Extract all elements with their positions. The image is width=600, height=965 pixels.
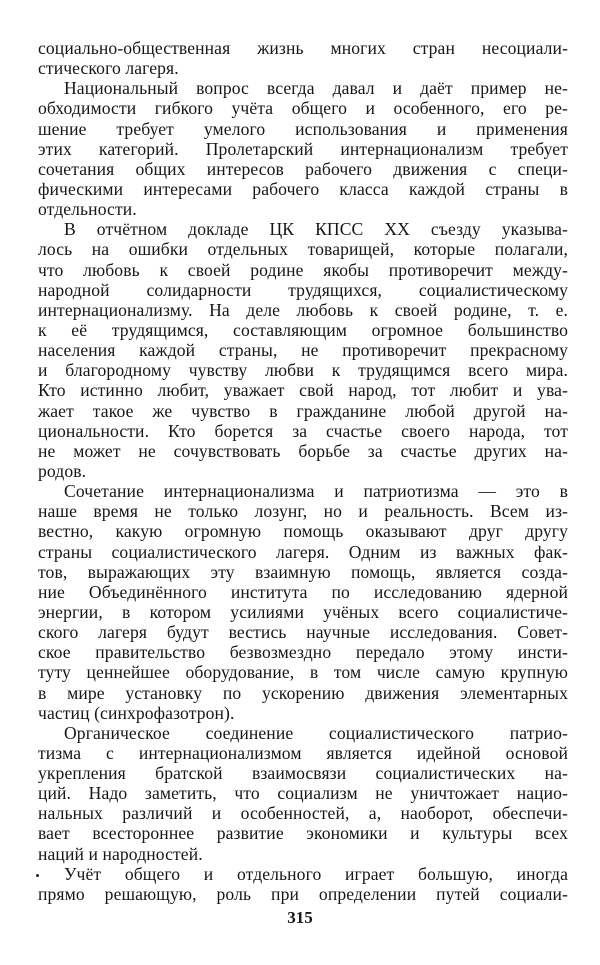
text-line: стического лагеря. [38, 58, 179, 79]
paragraph [38, 38, 568, 78]
text-line: укрепления братской взаимосвязи социалистических на- [38, 763, 568, 784]
text-line: циональности. Кто борется за счастье своего народа, тот [38, 420, 568, 441]
paragraph [38, 219, 568, 481]
paragraph [38, 864, 568, 904]
paragraph [38, 481, 568, 723]
text-line: отдельности. [38, 199, 137, 220]
page-body [38, 38, 568, 904]
text-line: туту ценнейшее оборудование, в том числе самую крупную [38, 662, 568, 683]
text-line: Сочетание интернационализма и патриотизма — это в [64, 481, 568, 502]
text-line: Кто истинно любит, уважает свой народ, тот любит и ува- [38, 380, 568, 401]
text-line: шение требует умелого использования и применения [38, 118, 568, 139]
text-line: Учёт общего и отдельного играет большую, иногда [64, 863, 568, 884]
text-line: Национальный вопрос всегда давал и даёт пример не- [64, 78, 568, 99]
text-line: фическими интересами рабочего класса каждой страны в [38, 178, 568, 199]
text-line: вает всестороннее развитие экономики и культуры всех [38, 823, 568, 844]
text-line: и благородному чувству любви к трудящимся всего мира. [38, 360, 568, 381]
scan-dot-artifact [36, 874, 39, 877]
text-line: к её трудящимся, составляющим огромное большинство [38, 319, 568, 340]
text-line: В отчётном докладе ЦК КПСС XX съезду указыва- [64, 219, 568, 240]
text-line: страны социалистического лагеря. Одним из важных фак- [38, 541, 568, 562]
text-line: вестно, какую огромную помощь оказывают друг другу [38, 521, 568, 542]
text-line: ние Объединённого института по исследованию ядерной [38, 581, 568, 602]
text-line: что любовь к своей родине якобы противоречит между- [38, 259, 568, 280]
text-line: обходимости гибкого учёта общего и особенного, его ре- [38, 98, 568, 119]
text-line: частиц (синхрофазотрон). [38, 702, 235, 723]
text-line: родов. [38, 460, 87, 481]
text-line: в мире установку по ускорению движения элементарных [38, 682, 568, 703]
page-number: 315 [287, 908, 313, 927]
text-line: не может не сочувствовать борьбе за счастье других на- [38, 440, 568, 461]
paragraph [38, 723, 568, 864]
text-line: Органическое соединение социалистического патрио- [64, 722, 568, 743]
text-line: жает такое же чувство в гражданине любой другой на- [38, 400, 568, 421]
text-line: сочетания общих интересов рабочего движения с специ- [38, 158, 568, 179]
text-line: интернационализму. На деле любовь к своей родине, т. е. [38, 299, 568, 320]
text-line: наций и народностей. [38, 843, 203, 864]
text-line: ций. Надо заметить, что социализм не уничтожает нацио- [38, 783, 568, 804]
text-line: наше время не только лозунг, но и реальность. Всем из- [38, 501, 568, 522]
paragraph [38, 78, 568, 219]
text-line: тизма с интернационализмом является идейной основой [38, 742, 568, 763]
text-line: ского лагеря будут вестись научные исследования. Совет- [38, 622, 568, 643]
text-line: социально-общественная жизнь многих стран несоциали- [38, 38, 568, 58]
text-line: нальных различий и особенностей, а, наоборот, обеспечи- [38, 803, 568, 824]
text-line: населения каждой страны, не противоречит прекрасному [38, 340, 568, 361]
text-line: прямо решающую, роль при определении путей социали- [38, 883, 568, 904]
text-line: ское правительство безвозмездно передало этому инсти- [38, 642, 568, 663]
text-line: энергии, в котором усилиями учёных всего социалистиче- [38, 601, 568, 622]
text-line: народной солидарности трудящихся, социалистическому [38, 279, 568, 300]
text-line: тов, выражающих эту взаимную помощь, является созда- [38, 561, 568, 582]
text-line: этих категорий. Пролетарский интернационализм требует [38, 138, 568, 159]
text-line: лось на ошибки отдельных товарищей, которые полагали, [38, 239, 568, 260]
